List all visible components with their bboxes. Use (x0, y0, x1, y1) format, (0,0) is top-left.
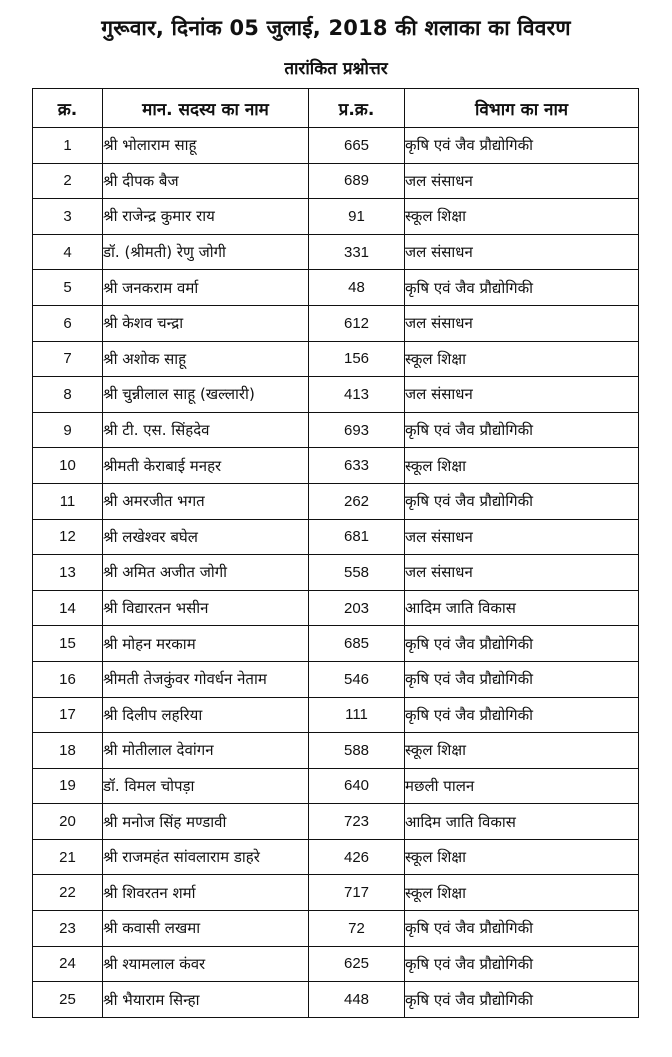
question-number-cell: 331 (309, 234, 405, 270)
serial-number-cell: 8 (33, 377, 103, 413)
serial-number-cell: 5 (33, 270, 103, 306)
table-row (33, 448, 639, 484)
member-name-cell: श्री अमित अजीत जोगी (103, 555, 309, 591)
question-number-cell: 426 (309, 839, 405, 875)
member-name-cell: श्री अशोक साहू (103, 341, 309, 377)
department-cell: कृषि एवं जैव प्रौद्योगिकी (405, 982, 639, 1018)
member-name-cell: श्री मोहन मरकाम (103, 626, 309, 662)
question-number-cell: 665 (309, 128, 405, 164)
serial-number-cell: 14 (33, 590, 103, 626)
table-row (33, 626, 639, 662)
members-table (32, 88, 639, 1018)
document-subtitle: तारांकित प्रश्नोत्तर (284, 59, 388, 79)
member-name-cell: श्री भैयाराम सिन्हा (103, 982, 309, 1018)
department-cell: जल संसाधन (405, 234, 639, 270)
table-row (33, 555, 639, 591)
member-name-cell: श्री भोलाराम साहू (103, 128, 309, 164)
serial-number-cell: 3 (33, 199, 103, 235)
serial-number-cell: 12 (33, 519, 103, 555)
member-name-cell: डॉ. (श्रीमती) रेणु जोगी (103, 234, 309, 270)
question-number-cell: 693 (309, 412, 405, 448)
header-serial: क्र. (33, 89, 103, 128)
question-number-cell: 633 (309, 448, 405, 484)
serial-number-cell: 19 (33, 768, 103, 804)
table-row (33, 234, 639, 270)
table-row (33, 270, 639, 306)
table-row (33, 982, 639, 1018)
member-name-cell: श्री शिवरतन शर्मा (103, 875, 309, 911)
member-name-cell: श्री लखेश्वर बघेल (103, 519, 309, 555)
member-name-cell: श्री मोतीलाल देवांगन (103, 733, 309, 769)
serial-number-cell: 17 (33, 697, 103, 733)
question-number-cell: 156 (309, 341, 405, 377)
department-cell: कृषि एवं जैव प्रौद्योगिकी (405, 626, 639, 662)
question-number-cell: 681 (309, 519, 405, 555)
serial-number-cell: 13 (33, 555, 103, 591)
member-name-cell: श्री मनोज सिंह मण्डावी (103, 804, 309, 840)
table-row (33, 163, 639, 199)
header-department: विभाग का नाम (405, 89, 639, 128)
member-name-cell: श्री राजमहंत सांवलाराम डाहरे (103, 839, 309, 875)
serial-number-cell: 25 (33, 982, 103, 1018)
serial-number-cell: 1 (33, 128, 103, 164)
serial-number-cell: 2 (33, 163, 103, 199)
member-name-cell: श्री चुन्नीलाल साहू (खल्लारी) (103, 377, 309, 413)
serial-number-cell: 6 (33, 305, 103, 341)
question-number-cell: 717 (309, 875, 405, 911)
serial-number-cell: 23 (33, 911, 103, 947)
department-cell: कृषि एवं जैव प्रौद्योगिकी (405, 911, 639, 947)
table-row (33, 341, 639, 377)
member-name-cell: श्री जनकराम वर्मा (103, 270, 309, 306)
member-name-cell: श्री अमरजीत भगत (103, 483, 309, 519)
table-row (33, 199, 639, 235)
serial-number-cell: 16 (33, 661, 103, 697)
table-row (33, 804, 639, 840)
department-cell: जल संसाधन (405, 377, 639, 413)
question-number-cell: 72 (309, 911, 405, 947)
table-row (33, 128, 639, 164)
table-row (33, 733, 639, 769)
table-row (33, 377, 639, 413)
question-number-cell: 558 (309, 555, 405, 591)
table-row (33, 697, 639, 733)
table-row (33, 483, 639, 519)
question-number-cell: 203 (309, 590, 405, 626)
serial-number-cell: 21 (33, 839, 103, 875)
table-row (33, 519, 639, 555)
department-cell: आदिम जाति विकास (405, 804, 639, 840)
question-number-cell: 689 (309, 163, 405, 199)
member-name-cell: श्री केशव चन्द्रा (103, 305, 309, 341)
table-row (33, 412, 639, 448)
serial-number-cell: 10 (33, 448, 103, 484)
department-cell: स्कूल शिक्षा (405, 448, 639, 484)
member-name-cell: श्री दिलीप लहरिया (103, 697, 309, 733)
member-name-cell: डॉ. विमल चोपड़ा (103, 768, 309, 804)
table-row (33, 305, 639, 341)
serial-number-cell: 4 (33, 234, 103, 270)
department-cell: कृषि एवं जैव प्रौद्योगिकी (405, 412, 639, 448)
serial-number-cell: 7 (33, 341, 103, 377)
member-name-cell: श्री टी. एस. सिंहदेव (103, 412, 309, 448)
serial-number-cell: 15 (33, 626, 103, 662)
member-name-cell: श्री दीपक बैज (103, 163, 309, 199)
department-cell: कृषि एवं जैव प्रौद्योगिकी (405, 697, 639, 733)
serial-number-cell: 9 (33, 412, 103, 448)
serial-number-cell: 22 (33, 875, 103, 911)
question-number-cell: 685 (309, 626, 405, 662)
question-number-cell: 640 (309, 768, 405, 804)
department-cell: जल संसाधन (405, 555, 639, 591)
question-number-cell: 413 (309, 377, 405, 413)
question-number-cell: 723 (309, 804, 405, 840)
department-cell: कृषि एवं जैव प्रौद्योगिकी (405, 946, 639, 982)
header-member-name: मान. सदस्य का नाम (103, 89, 309, 128)
question-number-cell: 91 (309, 199, 405, 235)
question-number-cell: 448 (309, 982, 405, 1018)
department-cell: जल संसाधन (405, 305, 639, 341)
department-cell: कृषि एवं जैव प्रौद्योगिकी (405, 128, 639, 164)
member-name-cell: श्री विद्यारतन भसीन (103, 590, 309, 626)
table-row (33, 768, 639, 804)
question-number-cell: 588 (309, 733, 405, 769)
header-question-number: प्र.क्र. (309, 89, 405, 128)
question-number-cell: 48 (309, 270, 405, 306)
department-cell: स्कूल शिक्षा (405, 341, 639, 377)
serial-number-cell: 24 (33, 946, 103, 982)
serial-number-cell: 20 (33, 804, 103, 840)
serial-number-cell: 18 (33, 733, 103, 769)
department-cell: स्कूल शिक्षा (405, 733, 639, 769)
department-cell: जल संसाधन (405, 163, 639, 199)
question-number-cell: 625 (309, 946, 405, 982)
table-body (33, 128, 639, 1018)
department-cell: कृषि एवं जैव प्रौद्योगिकी (405, 483, 639, 519)
member-name-cell: श्री राजेन्द्र कुमार राय (103, 199, 309, 235)
department-cell: कृषि एवं जैव प्रौद्योगिकी (405, 661, 639, 697)
member-name-cell: श्री कवासी लखमा (103, 911, 309, 947)
question-number-cell: 546 (309, 661, 405, 697)
question-number-cell: 612 (309, 305, 405, 341)
question-number-cell: 262 (309, 483, 405, 519)
member-name-cell: श्री श्यामलाल कंवर (103, 946, 309, 982)
department-cell: स्कूल शिक्षा (405, 875, 639, 911)
department-cell: स्कूल शिक्षा (405, 199, 639, 235)
department-cell: आदिम जाति विकास (405, 590, 639, 626)
department-cell: जल संसाधन (405, 519, 639, 555)
table-row (33, 875, 639, 911)
department-cell: कृषि एवं जैव प्रौद्योगिकी (405, 270, 639, 306)
table-row (33, 839, 639, 875)
question-number-cell: 111 (309, 697, 405, 733)
department-cell: मछली पालन (405, 768, 639, 804)
serial-number-cell: 11 (33, 483, 103, 519)
table-row (33, 590, 639, 626)
member-name-cell: श्रीमती तेजकुंवर गोवर्धन नेताम (103, 661, 309, 697)
document-title: गुरूवार, दिनांक 05 जुलाई, 2018 की शलाका का विवरण (101, 16, 571, 40)
table-row (33, 661, 639, 697)
table-header-row (33, 89, 639, 128)
table-row (33, 946, 639, 982)
table-row (33, 911, 639, 947)
department-cell: स्कूल शिक्षा (405, 839, 639, 875)
member-name-cell: श्रीमती केराबाई मनहर (103, 448, 309, 484)
